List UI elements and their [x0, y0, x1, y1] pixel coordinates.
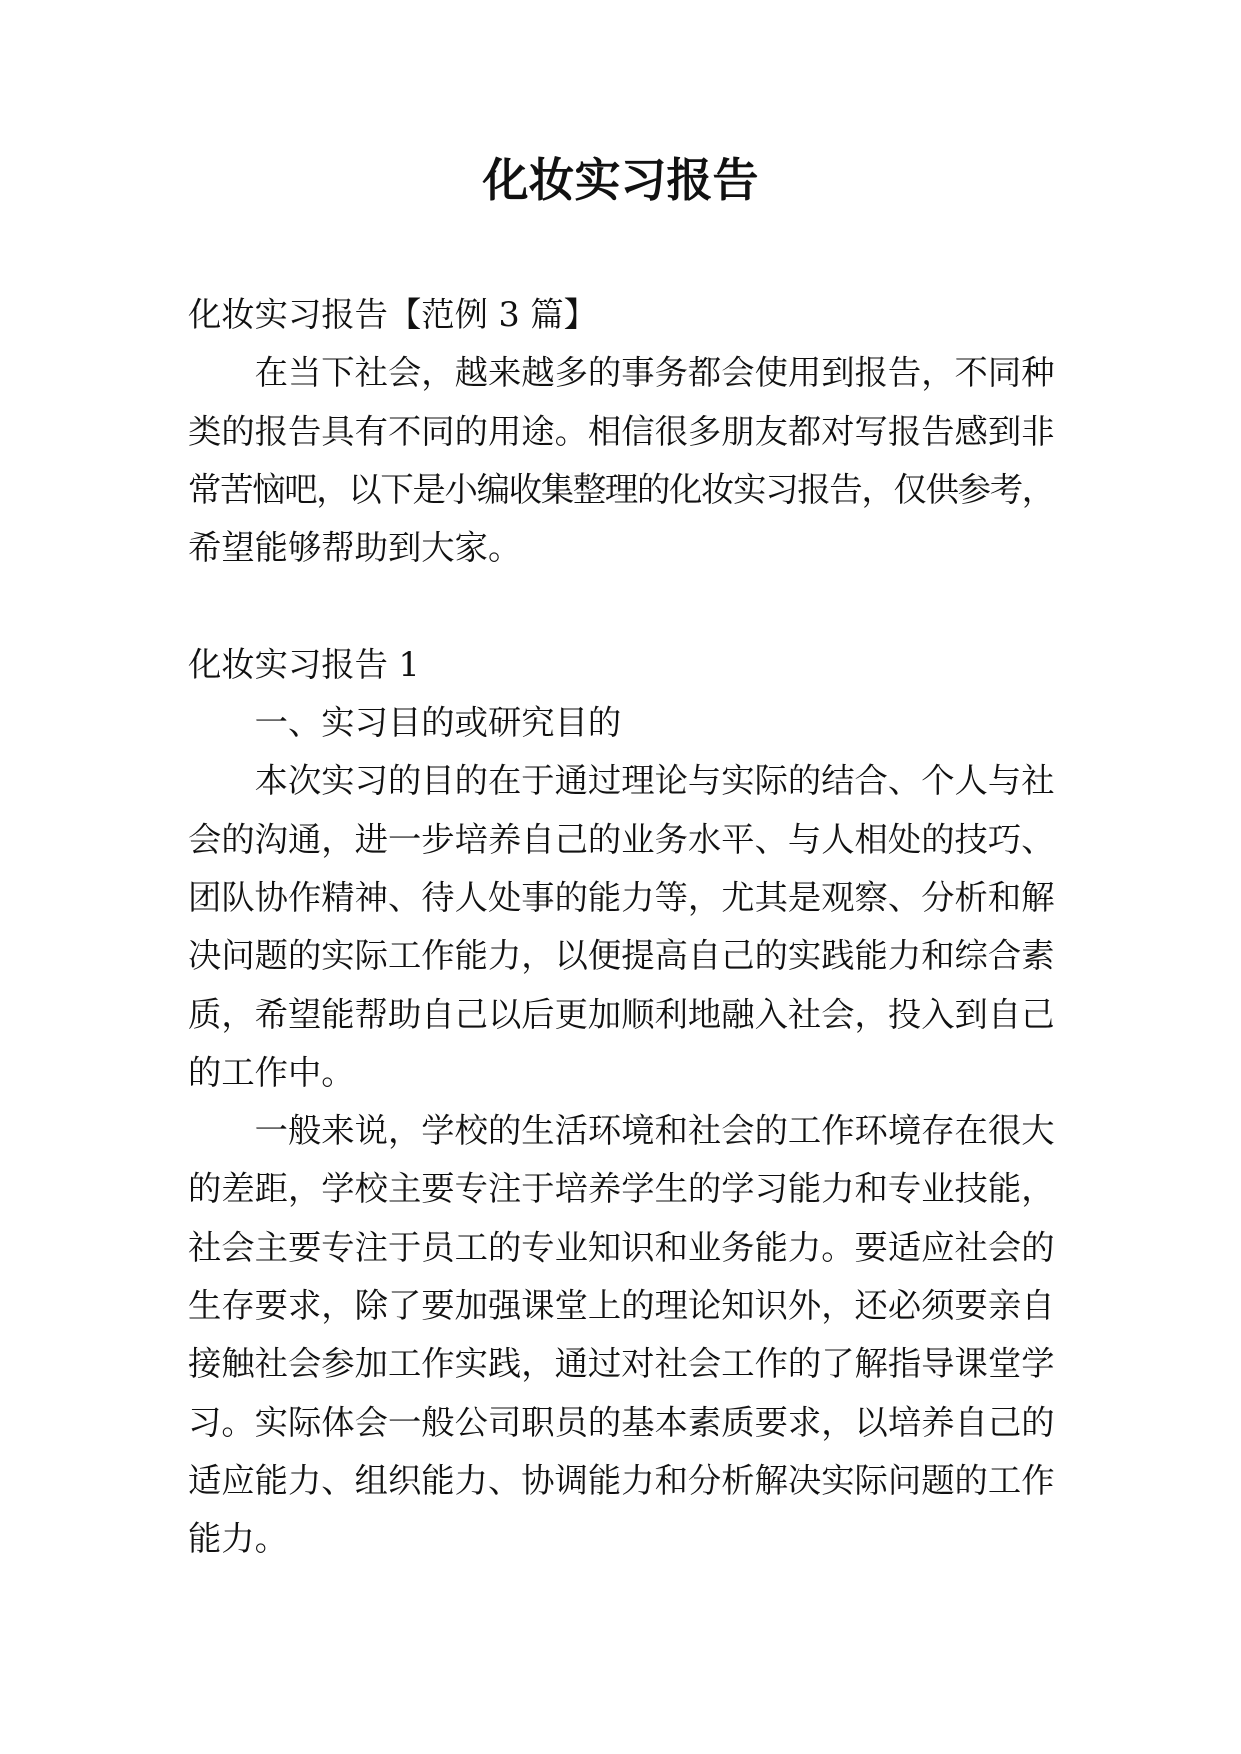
paragraph-line: 习。实际体会一般公司职员的基本素质要求，以培养自己的	[188, 1402, 1055, 1442]
paragraph-line: 团队协作精神、待人处事的能力等，尤其是观察、分析和解	[188, 877, 1055, 917]
document-title: 化妆实习报告	[482, 153, 759, 207]
paragraph-line: 常苦恼吧，以下是小编收集整理的化妆实习报告，仅供参考，	[188, 469, 1054, 509]
paragraph-line: 适应能力、组织能力、协调能力和分析解决实际问题的工作	[188, 1460, 1055, 1500]
paragraph-line: 接触社会参加工作实践，通过对社会工作的了解指导课堂学	[188, 1344, 1055, 1384]
paragraph-line: 社会主要专注于员工的专业知识和业务能力。要适应社会的	[188, 1227, 1055, 1267]
blank-line	[188, 577, 1055, 635]
intro-paragraph	[188, 344, 1055, 577]
section-paragraph-purpose	[188, 752, 1055, 1102]
paragraph-line: 希望能够帮助到大家。	[188, 528, 522, 568]
paragraph-line: 决问题的实际工作能力，以便提高自己的实践能力和综合素	[188, 936, 1055, 976]
paragraph-line: 在当下社会，越来越多的事务都会使用到报告，不同种	[254, 353, 1055, 393]
paragraph-line: 本次实习的目的在于通过理论与实际的结合、个人与社	[254, 761, 1055, 801]
section-heading: 化妆实习报告 1	[188, 644, 420, 684]
intro-heading: 化妆实习报告【范例 3 篇】	[188, 295, 598, 334]
paragraph-line: 类的报告具有不同的用途。相信很多朋友都对写报告感到非	[188, 411, 1055, 451]
paragraph-line: 一般来说，学校的生活环境和社会的工作环境存在很大	[254, 1111, 1055, 1151]
paragraph-line: 会的沟通，进一步培养自己的业务水平、与人相处的技巧、	[188, 819, 1055, 859]
document-body	[188, 286, 1055, 1569]
paragraph-line: 的差距，学校主要专注于培养学生的学习能力和专业技能，	[188, 1169, 1055, 1209]
paragraph-line: 质，希望能帮助自己以后更加顺利地融入社会，投入到自己	[188, 994, 1055, 1034]
paragraph-line: 的工作中。	[188, 1052, 355, 1092]
section-subheading: 一、实习目的或研究目的	[254, 703, 622, 743]
section-paragraph-environment	[188, 1102, 1055, 1568]
paragraph-line: 生存要求，除了要加强课堂上的理论知识外，还必须要亲自	[188, 1286, 1055, 1326]
paragraph-line: 能力。	[188, 1519, 288, 1559]
